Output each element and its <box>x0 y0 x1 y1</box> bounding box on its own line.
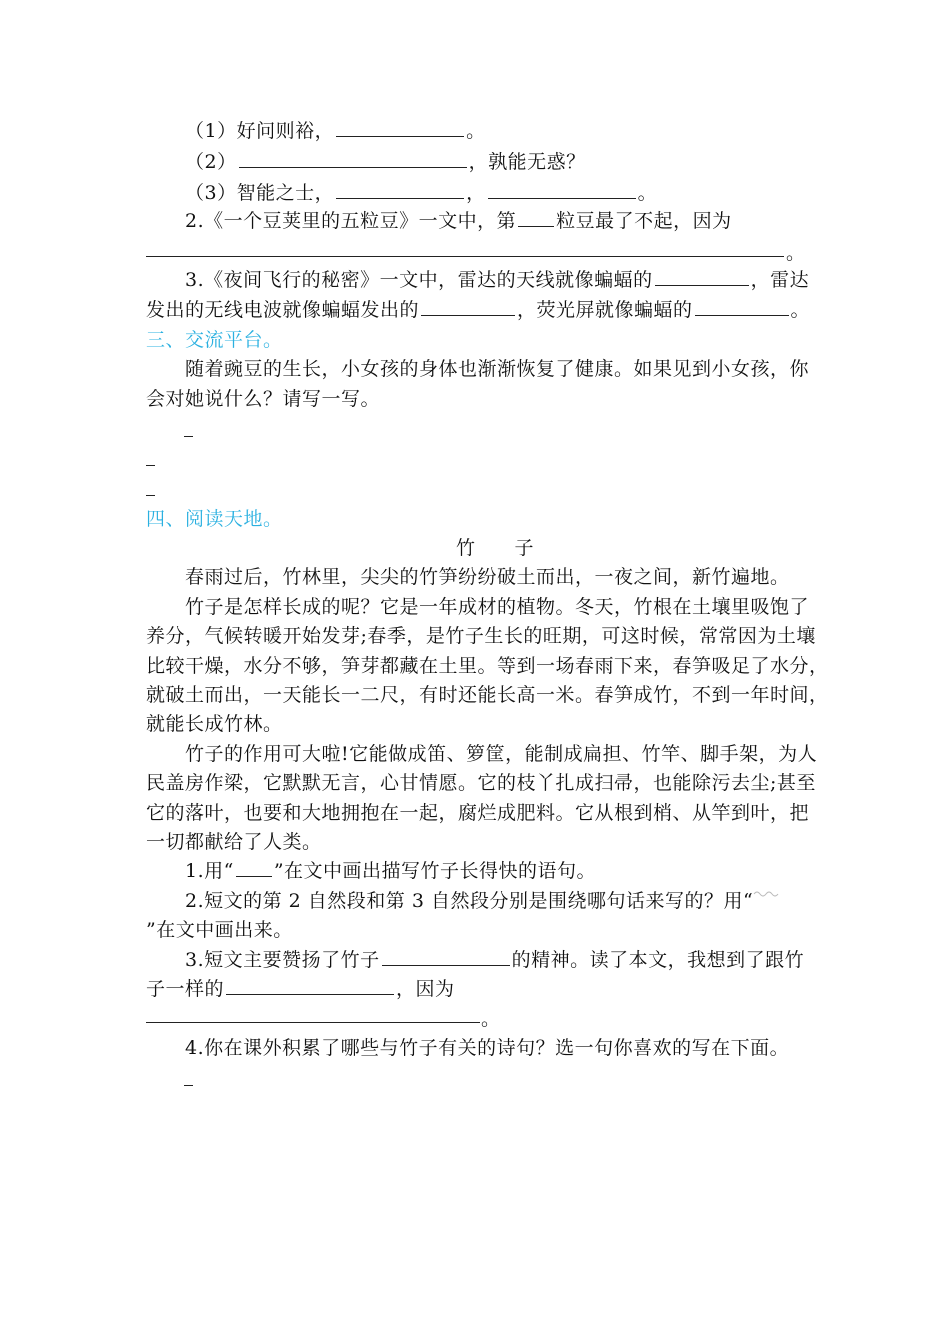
q3-text-4: ，荧光屏就像蝙蝠的 <box>517 299 693 321</box>
q3-line-1 <box>185 267 809 293</box>
q3-text-2: ，雷达 <box>750 269 810 291</box>
reading-q3-line1 <box>185 947 804 973</box>
section3-heading: 三、交流平台。 <box>146 329 283 351</box>
q3-blank-3[interactable] <box>695 297 789 316</box>
reading-q3-line2 <box>146 976 455 1002</box>
reading-q3-text-2: 的精神。读了本文，我想到了跟竹 <box>511 949 805 971</box>
q1-3-text: （3）智能之士， <box>185 182 335 204</box>
q2-end: 。 <box>786 242 806 264</box>
passage-p1: 春雨过后，竹林里，尖尖的竹笋纷纷破土而出，一夜之间，新竹遍地。 <box>185 566 790 588</box>
q2-blank-number[interactable] <box>518 208 554 227</box>
reading-q3-text-4: ，因为 <box>396 978 455 1000</box>
q2-answer-line[interactable] <box>146 256 784 257</box>
underline-sample <box>236 858 272 877</box>
passage-p3-line4: 一切都献给了人类。 <box>146 831 322 853</box>
passage-p3-line3: 它的落叶，也要和大地拥抱在一起，腐烂成肥料。它从根到梢、从竿到叶，把 <box>146 802 810 824</box>
q2-line <box>185 208 732 234</box>
reading-q1 <box>185 858 596 884</box>
q1-line-2 <box>185 149 586 175</box>
passage-title: 竹 子 <box>456 537 535 559</box>
reading-q3-blank-2[interactable] <box>226 976 394 995</box>
q1-line-3 <box>185 180 657 206</box>
q1-2-end: ，孰能无惑？ <box>468 151 586 173</box>
q1-3-blank-1[interactable] <box>336 180 464 199</box>
q3-text-3: 发出的无线电波就像蝙蝠发出的 <box>146 299 420 321</box>
reading-q2-line2: ”在文中画出来。 <box>146 919 293 941</box>
passage-p3-line1: 竹子的作用可大啦!它能做成笛、箩筐，能制成扁担、竹竿、脚手架，为人 <box>185 743 818 765</box>
q3-end: 。 <box>790 299 811 321</box>
section3-answer-line-3[interactable] <box>146 495 155 496</box>
reading-q2-line1 <box>185 888 779 914</box>
q1-3-comma: ， <box>466 182 486 204</box>
section4-heading: 四、阅读天地。 <box>146 508 283 530</box>
reading-q3-text-3: 子一样的 <box>146 978 225 1000</box>
q3-text: 3.《夜间飞行的秘密》一文中，雷达的天线就像蝙蝠的 <box>185 269 653 291</box>
passage-p2-line1: 竹子是怎样长成的呢？它是一年成材的植物。冬天，竹根在土壤里吸饱了 <box>185 596 810 618</box>
reading-q1-text-2: ”在文中画出描写竹子长得快的语句。 <box>273 860 597 882</box>
reading-q2-text: 2.短文的第 2 自然段和第 3 自然段分别是围绕哪句话来写的？用“ <box>185 890 754 912</box>
q3-line-2 <box>146 297 810 323</box>
q2-text: 2.《一个豆荚里的五粒豆》一文中，第 <box>185 210 517 232</box>
section3-prompt-2: 会对她说什么？请写一写。 <box>146 388 381 410</box>
reading-q3-answer-line[interactable] <box>146 1022 480 1023</box>
passage-p3-line2: 民盖房作梁，它默默无言，心甘情愿。它的枝丫扎成扫帚，也能除污去尘;甚至 <box>146 772 816 794</box>
passage-p2-line4: 就破土而出，一天能长一二尺，有时还能长高一米。春笋成竹，不到一年时间， <box>146 684 829 706</box>
reading-q1-text: 1.用“ <box>185 860 234 882</box>
reading-q3-text: 3.短文主要赞扬了竹子 <box>185 949 380 971</box>
q3-blank-1[interactable] <box>655 267 749 286</box>
wavy-line-icon <box>753 888 779 898</box>
section3-answer-line-1[interactable] <box>184 436 193 437</box>
section3-prompt-1: 随着豌豆的生长，小女孩的身体也渐渐恢复了健康。如果见到小女孩，你 <box>185 358 810 380</box>
q2-text-2: 粒豆最了不起，因为 <box>556 210 732 232</box>
passage-p2-line3: 比较干燥，水分不够，笋芽都藏在土里。等到一场春雨下来，春笋吸足了水分， <box>146 655 829 677</box>
passage-p2-line5: 就能长成竹林。 <box>146 713 283 735</box>
reading-q3-end: 。 <box>481 1008 501 1030</box>
q1-1-blank[interactable] <box>336 118 464 137</box>
q1-2-blank[interactable] <box>239 149 467 168</box>
q3-blank-2[interactable] <box>421 297 515 316</box>
q1-3-blank-2[interactable] <box>488 180 636 199</box>
q1-line-1 <box>185 118 486 144</box>
q1-1-end: 。 <box>466 120 486 142</box>
reading-q3-blank-1[interactable] <box>382 947 510 966</box>
passage-p2-line2: 养分，气候转暖开始发芽;春季，是竹子生长的旺期，可这时候，常常因为土壤 <box>146 625 816 647</box>
reading-q4: 4.你在课外积累了哪些与竹子有关的诗句？选一句你喜欢的写在下面。 <box>185 1037 790 1059</box>
reading-q4-answer-line[interactable] <box>184 1085 193 1086</box>
q1-2-text: （2） <box>185 151 237 173</box>
q1-1-text: （1）好问则裕， <box>185 120 335 142</box>
section3-answer-line-2[interactable] <box>146 465 155 466</box>
q1-3-end: 。 <box>637 182 658 204</box>
